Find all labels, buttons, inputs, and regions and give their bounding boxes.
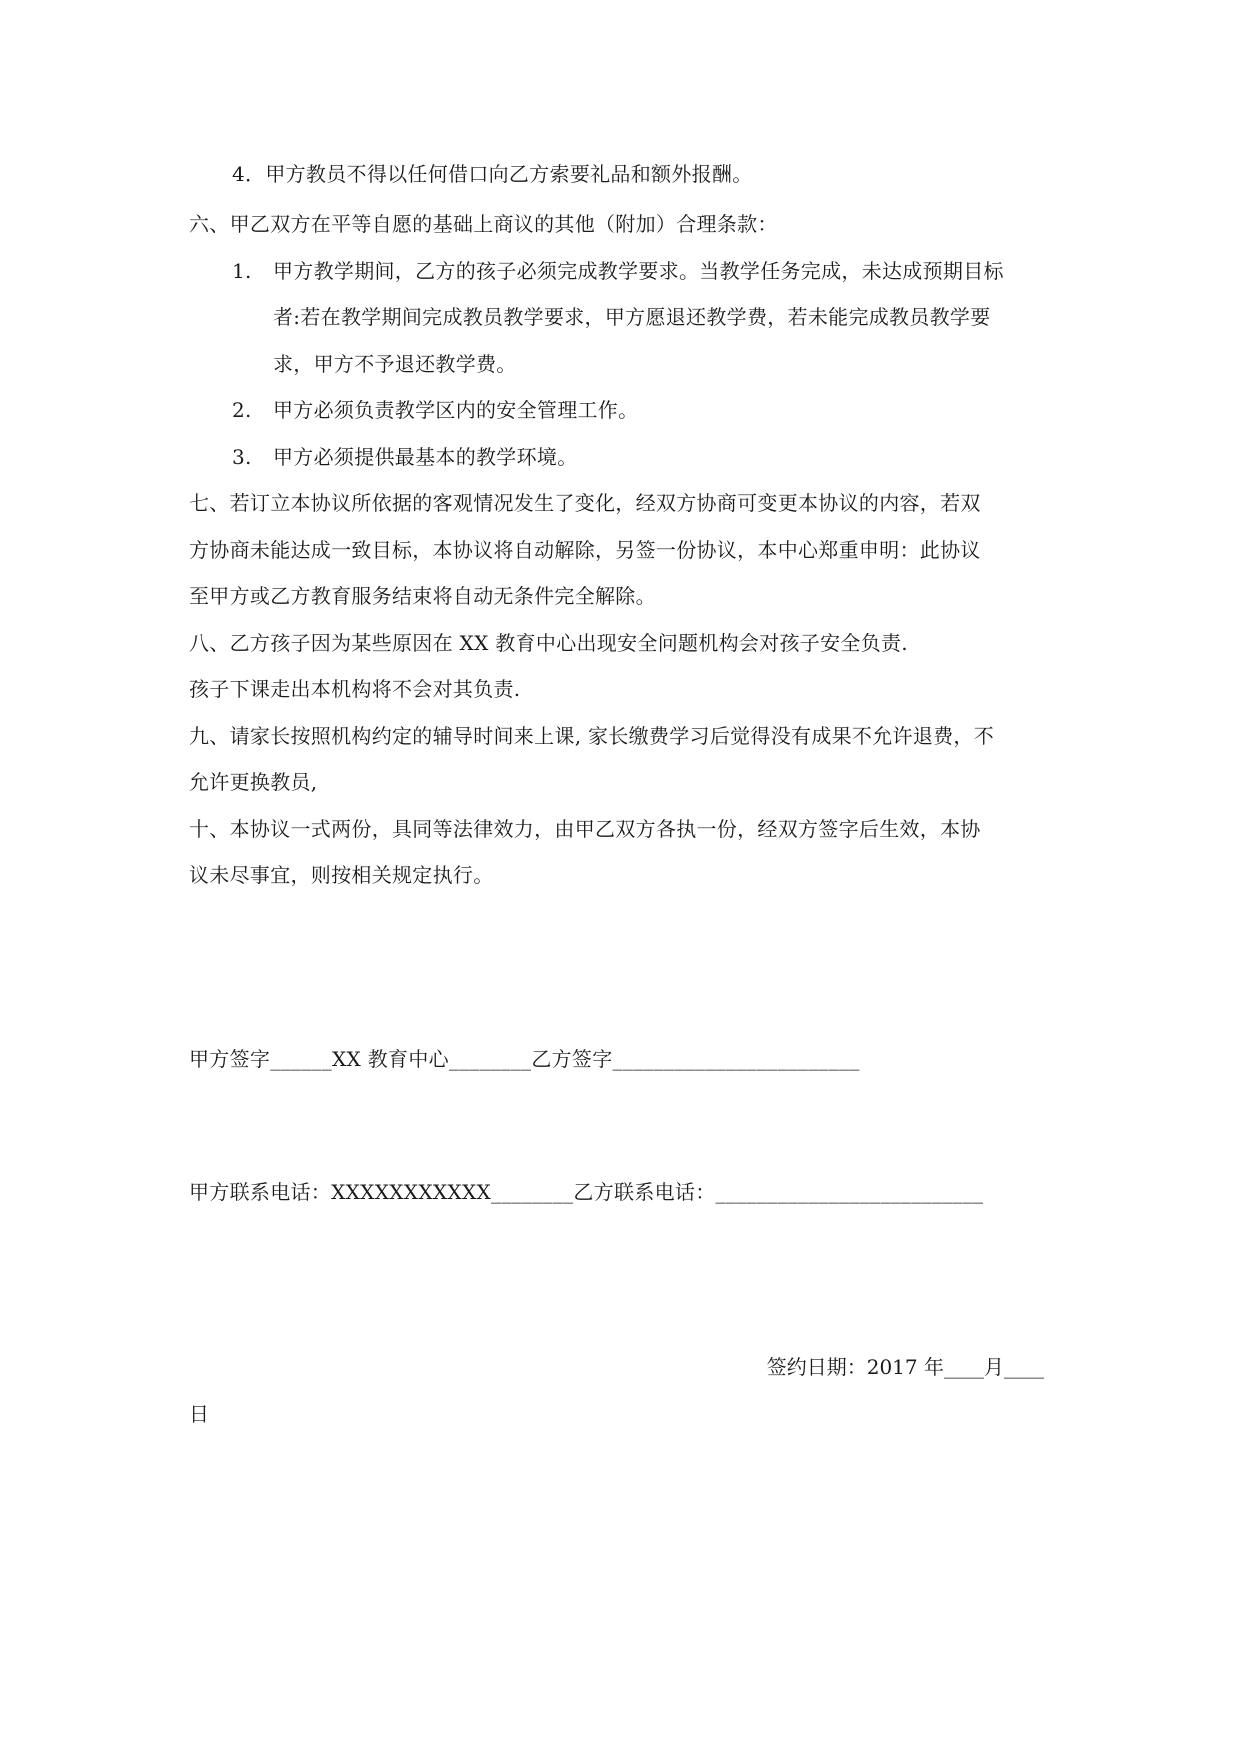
clause-9-line-2: 允许更换教员, (189, 770, 318, 794)
clause-7-line-2: 方协商未能达成一致目标，本协议将自动解除，另签一份协议，本中心郑重申明：此协议 (189, 538, 981, 562)
item-text: 甲方必须提供最基本的教学环境。 (273, 445, 578, 469)
clause-6-item-2 (232, 396, 638, 424)
item-text: 甲方必须负责教学区内的安全管理工作。 (273, 398, 639, 422)
item-text: 甲方教员不得以任何借口向乙方索要礼品和额外报酬。 (265, 162, 753, 186)
clause-8-line-2: 孩子下课走出本机构将不会对其负责. (189, 677, 521, 701)
item-text: 甲方教学期间，乙方的孩子必须完成教学要求。当教学任务完成，未达成预期目标 (273, 259, 1004, 283)
clause-9-line-1: 九、请家长按照机构约定的辅导时间来上课, 家长缴费学习后觉得没有成果不允许退费，不 (189, 724, 995, 748)
clause-7-line-3: 至甲方或乙方教育服务结束将自动无条件完全解除。 (189, 584, 656, 608)
clause-6-item-3 (232, 443, 578, 471)
clause-7-line-1: 七、若订立本协议所依据的客观情况发生了变化，经双方协商可变更本协议的内容，若双 (189, 491, 981, 515)
clause-10-line-2: 议未尽事宜，则按相关规定执行。 (189, 863, 494, 887)
signature-line: 甲方签字______XX 教育中心________乙方签字________________________ (189, 1047, 860, 1071)
contact-phone-line: 甲方联系电话：XXXXXXXXXXX________乙方联系电话：__________________________ (189, 1180, 984, 1204)
item-number: 3. (232, 445, 252, 469)
signing-date: 签约日期：2017 年____月____ (766, 1355, 1044, 1379)
signing-date-day: 日 (189, 1402, 210, 1426)
item-number: 2. (232, 398, 252, 422)
item-number: 4． (232, 162, 266, 186)
item-number: 1. (232, 259, 252, 283)
clause-6-heading: 六、甲乙双方在平等自愿的基础上商议的其他（附加）合理条款： (189, 212, 778, 236)
clause-6-item-1-line-3: 求，甲方不予退还教学费。 (273, 352, 517, 376)
clause-5-item-4 (232, 160, 753, 188)
clause-8-line-1: 八、乙方孩子因为某些原因在 XX 教育中心出现安全问题机构会对孩子安全负责. (189, 631, 908, 655)
clause-6-item-1-line-2: 者:若在教学期间完成教员教学要求，甲方愿退还教学费，若未能完成教员教学要 (273, 305, 991, 329)
clause-10-line-1: 十、本协议一式两份，具同等法律效力，由甲乙双方各执一份，经双方签字后生效，本协 (189, 817, 981, 841)
clause-6-item-1-line-1 (232, 257, 1004, 285)
